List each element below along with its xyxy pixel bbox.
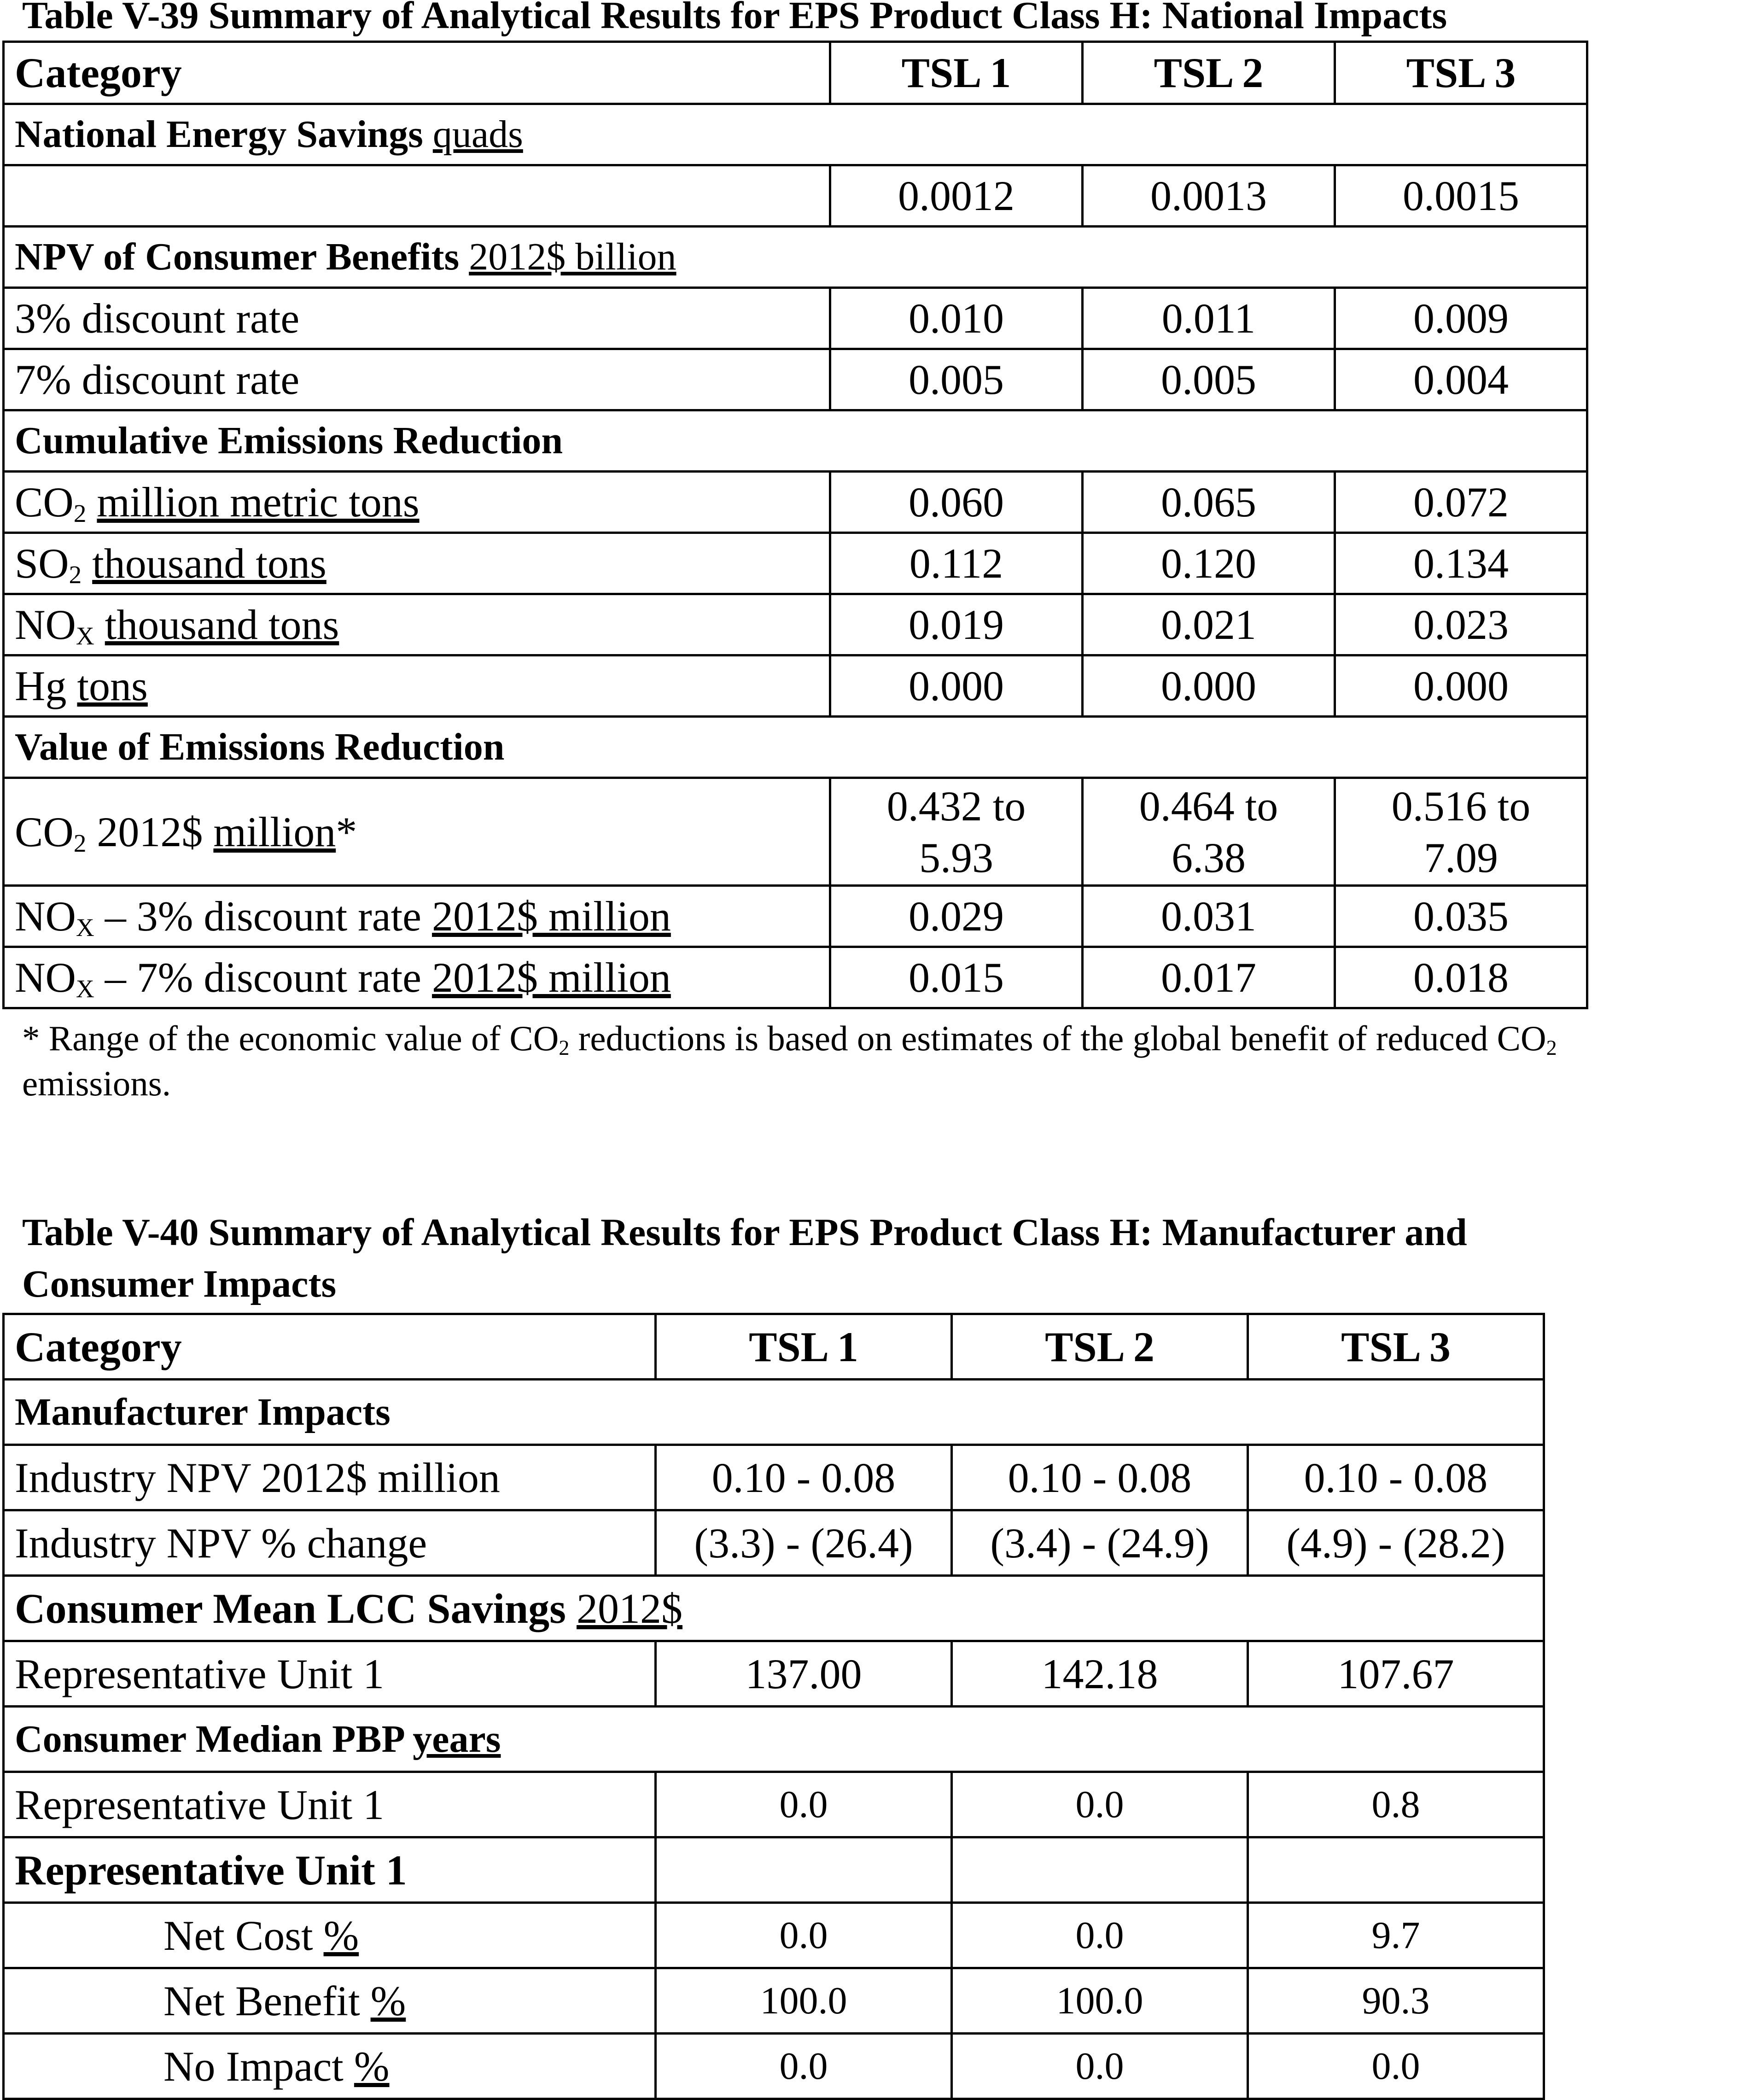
value-cell: 0.0 — [656, 1903, 952, 1968]
footnote-text: emissions. — [22, 1064, 171, 1103]
value-cell: 0.011 — [1083, 288, 1335, 349]
value-cell: 0.000 — [1335, 655, 1587, 717]
section-label: Consumer Median PBP — [15, 1717, 403, 1761]
table2-header-row — [4, 1314, 1544, 1380]
value-cell: 9.7 — [1248, 1903, 1544, 1968]
row-label: 7% discount rate — [4, 349, 830, 410]
value-cell: 0.0015 — [1335, 165, 1587, 227]
value-cell: 0.005 — [1083, 349, 1335, 410]
table1 — [2, 41, 1588, 1009]
row-label — [4, 1968, 656, 2034]
title-line: Table V-40 Summary of Analytical Results for EPS Product Class H: Manufacturer and — [22, 1211, 1467, 1254]
value-cell: 0.072 — [1335, 472, 1587, 533]
value-cell: 0.134 — [1335, 533, 1587, 594]
row-text: No Impact — [163, 2042, 344, 2090]
section-national-energy-savings — [4, 104, 1587, 165]
row-text: Net Benefit — [163, 1977, 360, 2024]
table-row — [4, 1903, 1544, 1968]
table-row — [4, 1510, 1544, 1576]
table-row — [4, 533, 1587, 594]
value-cell: 0.0013 — [1083, 165, 1335, 227]
value-cell: 0.060 — [830, 472, 1083, 533]
range-end: 5.93 — [919, 834, 993, 881]
row-label: Representative Unit 1 — [4, 1641, 656, 1707]
value-cell: 0.019 — [830, 594, 1083, 655]
section-row — [4, 410, 1587, 472]
section-unit: quads — [432, 113, 523, 156]
table-row — [4, 288, 1587, 349]
chem-name: NO — [15, 893, 76, 940]
unit-label: 2012$ million — [432, 893, 671, 940]
section-manufacturer-impacts: Manufacturer Impacts — [4, 1380, 1544, 1445]
value-cell: 0.005 — [830, 349, 1083, 410]
value-cell: 0.000 — [1083, 655, 1335, 717]
section-row — [4, 104, 1587, 165]
range-start: 0.464 to — [1139, 782, 1278, 830]
section-row — [4, 227, 1587, 288]
value-cell: 0.009 — [1335, 288, 1587, 349]
unit-label: % — [354, 2042, 390, 2090]
table-row — [4, 594, 1587, 655]
value-cell: 0.10 - 0.08 — [952, 1445, 1248, 1510]
value-cell: 0.004 — [1335, 349, 1587, 410]
value-cell: 0.017 — [1083, 947, 1335, 1008]
chem-subscript: X — [76, 913, 94, 942]
header-category: Category — [4, 1314, 656, 1380]
value-cell: 0.0 — [656, 2034, 952, 2099]
chem-name: NO — [15, 954, 76, 1001]
chem-name: CO — [15, 479, 74, 526]
section-consumer-pbp — [4, 1707, 1544, 1772]
table-row — [4, 1968, 1544, 2034]
unit-label: thousand tons — [105, 601, 339, 648]
unit-prefix: 2012$ — [97, 808, 203, 855]
value-cell: 0.0012 — [830, 165, 1083, 227]
table-row — [4, 1445, 1544, 1510]
unit-label: 2012$ million — [432, 954, 671, 1001]
empty-cell — [1248, 1837, 1544, 1903]
section-cumulative-emissions: Cumulative Emissions Reduction — [4, 410, 1587, 472]
row-label: Industry NPV 2012$ million — [4, 1445, 656, 1510]
range-end: 7.09 — [1424, 834, 1498, 881]
value-cell: 107.67 — [1248, 1641, 1544, 1707]
value-cell: 0.0 — [952, 1772, 1248, 1837]
chem-subscript: X — [76, 622, 94, 650]
chem-name: CO — [15, 808, 74, 855]
section-unit: years — [413, 1717, 501, 1761]
row-label: Representative Unit 1 — [4, 1772, 656, 1837]
table-row — [4, 886, 1587, 947]
value-cell: 100.0 — [656, 1968, 952, 2034]
title-line: Consumer Impacts — [22, 1263, 337, 1305]
value-cell: 0.021 — [1083, 594, 1335, 655]
header-tsl1: TSL 1 — [656, 1314, 952, 1380]
header-tsl2: TSL 2 — [952, 1314, 1248, 1380]
value-cell: 0.120 — [1083, 533, 1335, 594]
table2-title — [22, 1207, 1467, 1310]
row-label — [4, 886, 830, 947]
value-cell: 0.0 — [1248, 2034, 1544, 2099]
chem-subscript: 2 — [73, 829, 87, 857]
section-row — [4, 1576, 1544, 1641]
unit-label: tons — [77, 662, 148, 709]
value-cell: 0.031 — [1083, 886, 1335, 947]
value-cell: 0.000 — [830, 655, 1083, 717]
unit-label: million — [213, 808, 336, 855]
empty-cell — [952, 1837, 1248, 1903]
unit-label: thousand tons — [92, 540, 327, 587]
section-label: NPV of Consumer Benefits — [15, 235, 460, 278]
value-cell: 100.0 — [952, 1968, 1248, 2034]
empty-cell — [4, 165, 830, 227]
table-row — [4, 2034, 1544, 2099]
row-text: Net Cost — [163, 1912, 313, 1959]
table1-header-row — [4, 42, 1587, 104]
table-row — [4, 655, 1587, 717]
row-label — [4, 655, 830, 717]
empty-cell — [656, 1837, 952, 1903]
value-cell: 0.10 - 0.08 — [1248, 1445, 1544, 1510]
row-label: Industry NPV % change — [4, 1510, 656, 1576]
range-start: 0.432 to — [886, 782, 1026, 830]
value-cell — [1335, 778, 1587, 886]
section-consumer-lcc — [4, 1576, 1544, 1641]
row-label — [4, 947, 830, 1008]
table-row — [4, 947, 1587, 1008]
chem-name: NO — [15, 601, 76, 648]
value-cell: 0.0 — [952, 2034, 1248, 2099]
value-cell — [830, 778, 1083, 886]
value-cell — [1083, 778, 1335, 886]
unit-label: million metric tons — [97, 479, 420, 526]
value-cell: 0.10 - 0.08 — [656, 1445, 952, 1510]
footnote-text: reductions is based on estimates of the global benefit of reduced CO — [569, 1018, 1546, 1058]
row-label: 3% discount rate — [4, 288, 830, 349]
value-cell: 0.010 — [830, 288, 1083, 349]
section-representative-unit: Representative Unit 1 — [4, 1837, 656, 1903]
header-tsl1: TSL 1 — [830, 42, 1083, 104]
table1-footnote — [22, 1016, 1726, 1106]
chem-subscript: 2 — [69, 561, 82, 589]
chem-name: Hg — [15, 662, 67, 709]
header-category: Category — [4, 42, 830, 104]
chem-name: SO — [15, 540, 69, 587]
value-cell: 0.0 — [656, 1772, 952, 1837]
value-cell: 0.0 — [952, 1903, 1248, 1968]
table-row — [4, 1837, 1544, 1903]
unit-label: % — [323, 1912, 359, 1959]
value-cell: 142.18 — [952, 1641, 1248, 1707]
row-label — [4, 2034, 656, 2099]
value-cell: 0.065 — [1083, 472, 1335, 533]
value-cell: 0.029 — [830, 886, 1083, 947]
section-value-emissions: Value of Emissions Reduction — [4, 717, 1587, 778]
section-unit: 2012$ — [577, 1585, 682, 1632]
value-cell: 0.8 — [1248, 1772, 1544, 1837]
table-row — [4, 165, 1587, 227]
row-label — [4, 533, 830, 594]
chem-subscript: 2 — [1546, 1036, 1557, 1060]
section-label: Consumer Mean LCC Savings — [15, 1585, 566, 1632]
value-cell: 90.3 — [1248, 1968, 1544, 2034]
table-row — [4, 778, 1587, 886]
section-unit: 2012$ billion — [469, 235, 676, 278]
value-cell: 0.018 — [1335, 947, 1587, 1008]
value-cell: 0.015 — [830, 947, 1083, 1008]
value-cell: 0.035 — [1335, 886, 1587, 947]
row-desc: – 7% discount rate — [105, 954, 422, 1001]
table2 — [2, 1313, 1545, 2100]
chem-subscript: X — [76, 975, 94, 1003]
row-label — [4, 594, 830, 655]
value-cell: 0.112 — [830, 533, 1083, 594]
row-label — [4, 472, 830, 533]
table-row — [4, 472, 1587, 533]
section-row — [4, 717, 1587, 778]
row-label — [4, 1903, 656, 1968]
table-row — [4, 1641, 1544, 1707]
range-end: 6.38 — [1172, 834, 1246, 881]
section-npv-consumer-benefits — [4, 227, 1587, 288]
footnote-marker: * — [336, 808, 357, 855]
chem-subscript: 2 — [559, 1036, 570, 1060]
value-cell: (4.9) - (28.2) — [1248, 1510, 1544, 1576]
row-desc: – 3% discount rate — [105, 893, 422, 940]
unit-label: % — [370, 1977, 406, 2024]
value-cell: (3.4) - (24.9) — [952, 1510, 1248, 1576]
value-cell: 0.023 — [1335, 594, 1587, 655]
footnote-text: * Range of the economic value of CO — [22, 1018, 559, 1058]
section-row — [4, 1380, 1544, 1445]
chem-subscript: 2 — [73, 499, 87, 528]
section-label: National Energy Savings — [15, 113, 423, 156]
header-tsl3: TSL 3 — [1335, 42, 1587, 104]
value-cell: 137.00 — [656, 1641, 952, 1707]
table-row — [4, 1772, 1544, 1837]
header-tsl2: TSL 2 — [1083, 42, 1335, 104]
range-start: 0.516 to — [1391, 782, 1531, 830]
table-row — [4, 349, 1587, 410]
row-label — [4, 778, 830, 886]
header-tsl3: TSL 3 — [1248, 1314, 1544, 1380]
table1-title: Table V-39 Summary of Analytical Results for EPS Product Class H: National Impacts — [22, 0, 1447, 37]
section-row — [4, 1707, 1544, 1772]
value-cell: (3.3) - (26.4) — [656, 1510, 952, 1576]
